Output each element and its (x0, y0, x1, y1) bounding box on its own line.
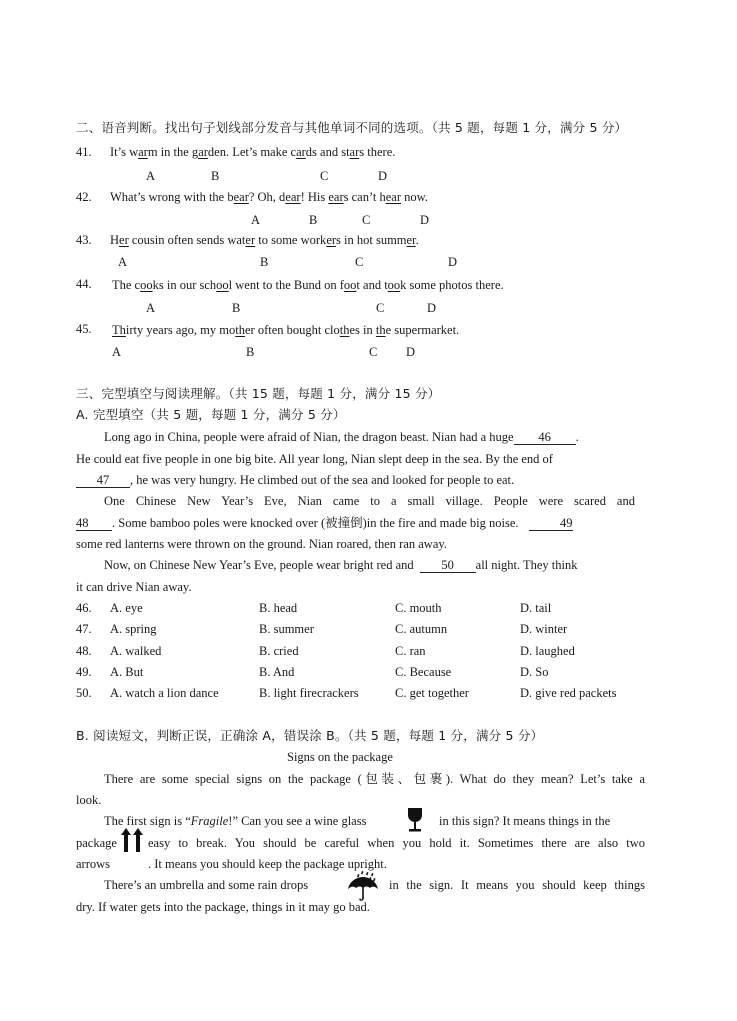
option-letter: A (112, 345, 122, 359)
up-arrows-icon (119, 826, 145, 854)
option-c: C. mouth (395, 601, 442, 615)
option-letter: C (362, 213, 371, 227)
option-a: A. watch a lion dance (110, 686, 219, 700)
passage-line: easy to break. You should be careful when you hold it. Sometimes there are also two (148, 836, 645, 850)
blank-49: 49 (529, 516, 573, 531)
question-number: 43. (76, 233, 92, 247)
passage-line: dry. If water gets into the package, things in it may go bad. (76, 900, 370, 914)
passage-line: 48 . Some bamboo poles were knocked over (被撞倒)in the fire and made big noise. 49 (76, 516, 573, 530)
question-number: 44. (76, 277, 92, 291)
blank-50: 50 (420, 558, 476, 573)
option-b: B. summer (259, 622, 314, 636)
option-b: B. And (259, 665, 295, 679)
option-letter: B (232, 301, 241, 315)
passage-line: 47 , he was very hungry. He climbed out of the sea and looked for people to eat. (76, 472, 514, 488)
option-number: 49. (76, 665, 92, 679)
option-letter: A (146, 301, 156, 315)
question-sentence: It’s warm in the garden. Let’s make cards and stars there. (110, 145, 396, 159)
option-number: 50. (76, 686, 92, 700)
passage-line: some red lanterns were thrown on the ground. Nian roared, then ran away. (76, 537, 447, 551)
option-letter: D (420, 213, 430, 227)
option-d: D. winter (520, 622, 568, 636)
passage-line: it can drive Nian away. (76, 580, 192, 594)
passage-line: in the sign. It means you should keep things (389, 878, 645, 892)
option-letter: C (369, 345, 378, 359)
question-sentence: Her cousin often sends water to some workers in hot summer. (110, 233, 419, 247)
option-d: D. tail (520, 601, 552, 615)
option-letter: D (448, 255, 458, 269)
passage-line: Long ago in China, people were afraid of Nian, the dragon beast. Nian had a huge 46 . (104, 430, 579, 444)
option-b: B. cried (259, 644, 299, 658)
option-letter: A (251, 213, 261, 227)
option-letter: C (376, 301, 385, 315)
option-c: C. Because (395, 665, 452, 679)
option-d: D. give red packets (520, 686, 617, 700)
option-d: D. So (520, 665, 549, 679)
option-number: 46. (76, 601, 92, 615)
question-sentence: Thirty years ago, my mother often bought clothes in the supermarket. (112, 323, 460, 337)
option-number: 47. (76, 622, 92, 636)
passage-line: One Chinese New Year’s Eve, Nian came to a small village. People were scared and (104, 494, 635, 508)
question-number: 41. (76, 145, 92, 159)
option-c: C. autumn (395, 622, 448, 636)
option-c: C. get together (395, 686, 469, 700)
question-number: 42. (76, 190, 92, 204)
passage-line: in this sign? It means things in the (439, 814, 611, 828)
option-letter: B (309, 213, 318, 227)
passage-line: . It means you should keep the package upright. (148, 857, 387, 871)
option-letter: D (406, 345, 416, 359)
option-letter: B (260, 255, 269, 269)
blank-48: 48 (76, 516, 112, 531)
wine-glass-icon (406, 806, 424, 834)
section-2-title: 二、语音判断。找出句子划线部分发音与其他单词不同的选项。（共 5 题，每题 1 分，满分 5 分） (76, 120, 628, 135)
question-number: 45. (76, 322, 92, 336)
option-letter: A (146, 169, 156, 183)
passage-line: There are some special signs on the package (包装、包裹). What do they mean? Let’s take a (104, 772, 645, 786)
passage-line: Now, on Chinese New Year’s Eve, people wear bright red and 50 all night. They think (104, 558, 578, 572)
option-letter: C (320, 169, 329, 183)
option-a: A. eye (110, 601, 143, 615)
blank-46: 46 (514, 430, 576, 445)
option-letter: D (378, 169, 388, 183)
passage-line: He could eat five people in one big bite. All year long, Nian slept deep in the sea. By the end of (76, 452, 553, 466)
option-a: A. walked (110, 644, 162, 658)
option-letter: B (211, 169, 220, 183)
option-d: D. laughed (520, 644, 575, 658)
option-letter: C (355, 255, 364, 269)
passage-line: There’s an umbrella and some rain drops (104, 878, 309, 892)
option-b: B. head (259, 601, 298, 615)
option-letter: D (427, 301, 437, 315)
passage-line: arrows (76, 857, 111, 871)
option-letter: A (118, 255, 128, 269)
passage-line: package (76, 836, 117, 850)
section-3-title: 三、完型填空与阅读理解。（共 15 题，每题 1 分，满分 15 分） (76, 386, 441, 401)
blank-47: 47 (76, 473, 130, 488)
question-sentence: What’s wrong with the bear? Oh, dear! His ears can’t hear now. (110, 190, 428, 204)
passage-line: look. (76, 793, 102, 807)
option-a: A. But (110, 665, 144, 679)
option-letter: B (246, 345, 255, 359)
part-a-title: A. 完型填空（共 5 题，每题 1 分，满分 5 分） (76, 407, 346, 422)
part-b-title: B. 阅读短文，判断正误，正确涂 A，错误涂 B。（共 5 题，每题 1 分，满分 5 分） (76, 728, 544, 743)
passage-line: The first sign is “Fragile!” Can you see a wine glass (104, 814, 367, 828)
option-a: A. spring (110, 622, 157, 636)
option-c: C. ran (395, 644, 426, 658)
question-sentence: The cooks in our school went to the Bund on foot and took some photos there. (112, 278, 504, 292)
passage-heading: Signs on the package (287, 750, 393, 764)
option-b: B. light firecrackers (259, 686, 359, 700)
option-number: 48. (76, 644, 92, 658)
